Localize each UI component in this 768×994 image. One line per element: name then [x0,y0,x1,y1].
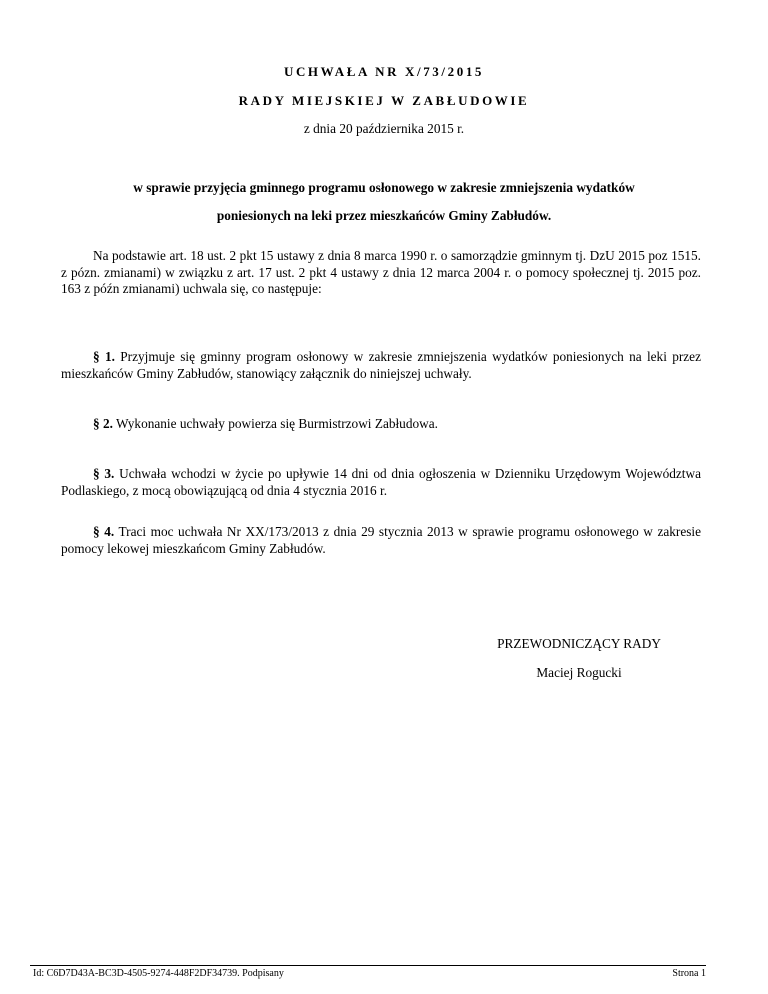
section-2 [61,416,701,433]
subject-line-1: w sprawie przyjęcia gminnego programu osłonowego w zakresie zmniejszenia wydatków [133,180,635,195]
document-id: Id: C6D7D43A-BC3D-4505-9274-448F2DF34739. Podpisany [33,968,284,979]
section-4 [61,524,701,557]
legal-basis-paragraph: Na podstawie art. 18 ust. 2 pkt 15 ustawy z dnia 8 marca 1990 r. o samorządzie gminnym tj. DzU 2015 poz 1515. z pózn. zmianami) w związku z art. 17 ust. 2 pkt 4 ustawy z dnia 12 marca 2004 r. o pomocy społecznej tj. 2015 poz. 163 z późn zmianami) uchwala się, co następuje: [61,248,701,296]
signatory-name: Maciej Rogucki [536,665,622,680]
section-number: § 3. [93,466,115,481]
section-text: Uchwała wchodzi w życie po upływie 14 dni od dnia ogłoszenia w Dzienniku Urzędowym Województwa Podlaskiego, z mocą obowiązującą od dnia 4 stycznia 2016 r. [61,466,701,498]
footer-divider [30,965,706,966]
section-text: Traci moc uchwała Nr XX/173/2013 z dnia 29 stycznia 2013 w sprawie programu osłonowego w zakresie pomocy lekowej mieszkańcom Gminy Zabłudów. [61,524,701,556]
section-text: Przyjmuje się gminny program osłonowy w zakresie zmniejszenia wydatków poniesionych na leki przez mieszkańców Gminy Zabłudów, stanowiący załącznik do niniejszej uchwały. [61,349,701,381]
signatory-role: PRZEWODNICZĄCY RADY [497,636,661,651]
page-number: Strona 1 [672,968,706,979]
subject-line-2: poniesionych na leki przez mieszkańców Gminy Zabłudów. [216,208,552,223]
section-1 [61,349,701,382]
issuing-council: RADY MIEJSKIEJ W ZABŁUDOWIE [238,93,530,108]
resolution-date: z dnia 20 października 2015 r. [303,121,465,136]
section-text: Wykonanie uchwały powierza się Burmistrzowi Zabłudowa. [112,416,438,431]
section-number: § 4. [93,524,115,539]
section-3 [61,466,701,499]
section-number: § 1. [93,349,115,364]
resolution-title: UCHWAŁA NR X/73/2015 [283,64,485,79]
section-number: § 2. [93,416,113,431]
